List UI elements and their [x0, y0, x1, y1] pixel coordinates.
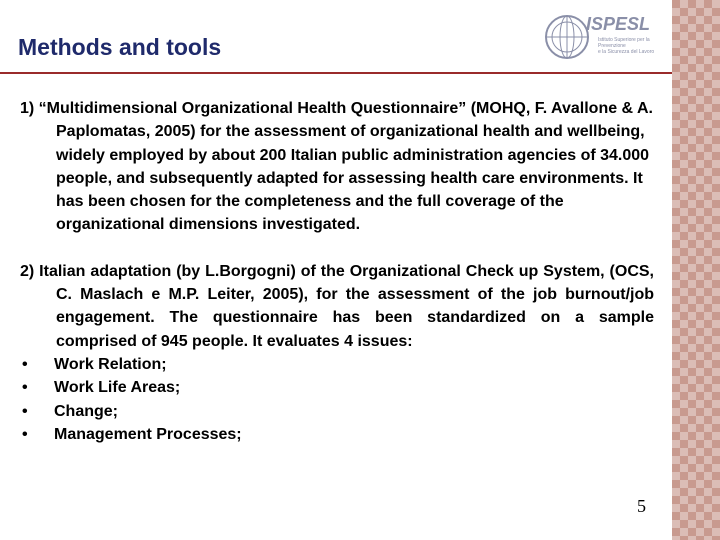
list-item-label: Change;	[54, 402, 118, 420]
logo-tagline-line2: e la Sicurezza del Lavoro	[598, 49, 655, 55]
list-item-label: Work Relation;	[54, 355, 167, 373]
list-item	[20, 400, 654, 423]
title-divider	[0, 72, 672, 74]
slide-title: Methods and tools	[18, 34, 222, 60]
slide-content	[20, 97, 654, 446]
paragraph-gap	[20, 237, 654, 260]
logo-tagline-line1: Istituto Superiore per la Prevenzione	[598, 37, 650, 49]
globe-emblem-icon	[542, 12, 592, 62]
issues-list	[20, 353, 654, 446]
ispesl-logo	[540, 6, 670, 70]
list-item-label: Management Processes;	[54, 425, 242, 443]
bullet-icon: •	[22, 355, 28, 373]
bullet-icon: •	[22, 425, 28, 443]
side-pattern	[672, 0, 720, 540]
list-item	[20, 423, 654, 446]
page-number: 5	[637, 496, 646, 516]
list-item-label: Work Life Areas;	[54, 379, 181, 397]
paragraph-mohq: 1) “Multidimensional Organizational Health Questionnaire” (MOHQ, F. Avallone & A. Paplomatas, 2005) for the assessment of organizational health and wellbeing, widely employed by about 200 Italian public administration agencies of 34.000 people, and subsequently adapted for assessing health care environments. It has been chosen for the completeness and the full coverage of the organizational dimensions investigated.	[20, 100, 653, 234]
list-item	[20, 376, 654, 399]
logo-brand: ISPESL	[586, 14, 651, 34]
list-item	[20, 353, 654, 376]
paragraph-ocs: 2) Italian adaptation (by L.Borgogni) of the Organizational Check up System, (OCS, C. Maslach e M.P. Leiter, 2005), for the assessment of the job burnout/job engagement. The questionnaire has been standardized on a sample comprised of 945 people. It evaluates 4 issues:	[20, 262, 654, 350]
bullet-icon: •	[22, 379, 28, 397]
bullet-icon: •	[22, 402, 28, 420]
logo-tagline	[598, 37, 670, 55]
